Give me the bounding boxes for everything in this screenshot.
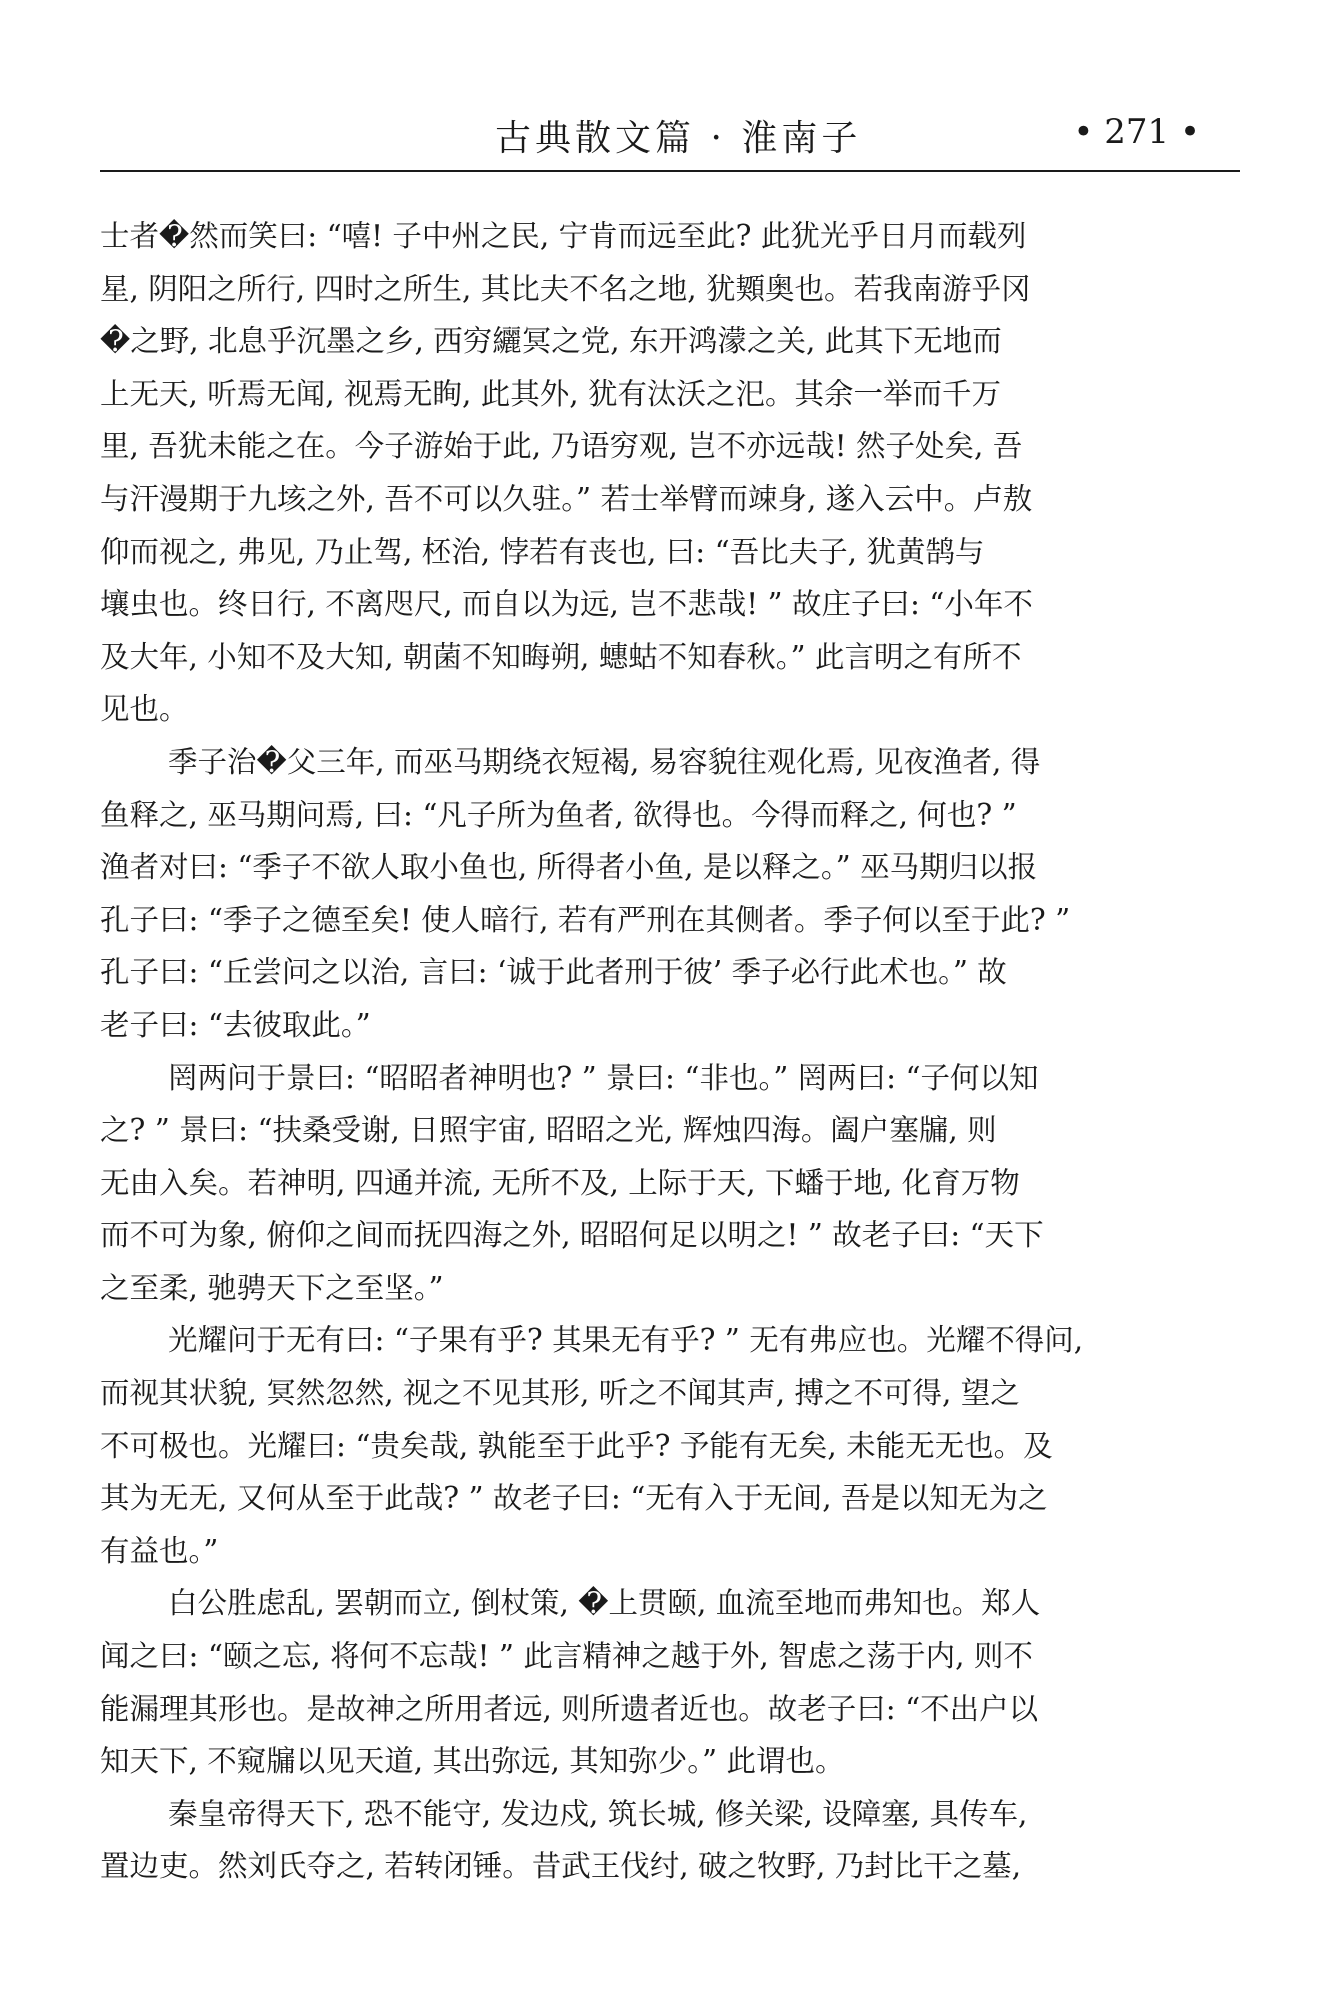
text-line: 季子治�父三年, 而巫马期绕衣短褐, 易容貌往观化焉, 见夜渔者, 得 [168,744,1041,779]
text-line: 星, 阴阳之所行, 四时之所生, 其比夫不名之地, 犹䫔奥也。若我南游乎冈 [100,271,1031,306]
text-line: 与汗漫期于九垓之外, 吾不可以久驻。” 若士举臂而竦身, 遂入云中。卢敖 [100,481,1033,516]
text-line: 白公胜虑乱, 罢朝而立, 倒杖策, �上贯颐, 血流至地而弗知也。郑人 [168,1586,1041,1621]
text-line: 而视其状貌, 冥然忽然, 视之不见其形, 听之不闻其声, 搏之不可得, 望之 [100,1376,1020,1411]
text-line: 士者�然而笑曰: “嘻! 子中州之民, 宁肯而远至此? 此犹光乎日月而载列 [100,219,1027,253]
text-line: 罔两问于景曰: “昭昭者神明也? ” 景曰: “非也。” 罔两曰: “子何以知 [168,1060,1039,1095]
text-line: 及大年, 小知不及大知, 朝菌不知晦朔, 蟪蛄不知春秋。” 此言明之有所不 [100,639,1022,674]
text-line: 之至柔, 驰骋天下之至坚。” [100,1270,444,1305]
text-line: 无由入矣。若神明, 四通并流, 无所不及, 上际于天, 下蟠于地, 化育万物 [100,1165,1020,1200]
text-line: 秦皇帝得天下, 恐不能守, 发边戍, 筑长城, 修关梁, 设障塞, 具传车, [168,1796,1028,1831]
text-line: 有益也。” [100,1533,219,1568]
page-number: • 271 • [1073,112,1200,152]
text-line: 孔子曰: “丘尝问之以治, 言曰: ‘诚于此者刑于彼’ 季子必行此术也。” 故 [100,955,1007,990]
text-line: 老子曰: “去彼取此。” [100,1007,371,1042]
text-line: 而不可为象, 俯仰之间而抚四海之外, 昭昭何足以明之! ” 故老子曰: “天下 [100,1218,1044,1253]
text-line: 渔者对曰: “季子不欲人取小鱼也, 所得者小鱼, 是以释之。” 巫马期归以报 [100,850,1038,885]
text-line: 能漏理其形也。是故神之所用者远, 则所遗者近也。故老子曰: “不出户以 [100,1691,1039,1726]
text-line: 鱼释之, 巫马期问焉, 曰: “凡子所为鱼者, 欲得也。今得而释之, 何也? ” [100,797,1017,832]
text-line: 仰而视之, 弗见, 乃止驾, 柸治, 悖若有丧也, 曰: “吾比夫子, 犹黄鹄与 [100,534,985,569]
body-text [100,210,1240,1893]
header-rule [100,170,1240,172]
text-line: 不可极也。光耀曰: “贵矣哉, 孰能至于此乎? 予能有无矣, 未能无无也。及 [100,1428,1053,1463]
running-head [100,100,1240,170]
text-line: 其为无无, 又何从至于此哉? ” 故老子曰: “无有入于无间, 吾是以知无为之 [100,1481,1048,1516]
running-title: 古典散文篇 · 淮南子 [495,118,862,159]
text-line: 光耀问于无有曰: “子果有乎? 其果无有乎? ” 无有弗应也。光耀不得问, [168,1323,1084,1358]
text-line: �之野, 北息乎沉墨之乡, 西穷纚冥之党, 东开鸿濛之关, 此其下无地而 [100,324,1002,359]
text-line: 闻之曰: “颐之忘, 将何不忘哉! ” 此言精神之越于外, 智虑之荡于内, 则不 [100,1639,1033,1674]
text-line: 上无天, 听焉无闻, 视焉无眴, 此其外, 犹有汰沃之汜。其余一举而千万 [100,376,1002,411]
text-line: 里, 吾犹未能之在。今子游始于此, 乃语穷观, 岂不亦远哉! 然子处矣, 吾 [100,429,1023,464]
text-line: 之? ” 景曰: “扶桑受谢, 日照宇宙, 昭昭之光, 辉烛四海。阖户塞牖, 则 [100,1113,997,1148]
text-line: 置边吏。然刘氏夺之, 若转闭锤。昔武王伐纣, 破之牧野, 乃封比干之墓, [100,1849,1022,1884]
text-line: 见也。 [100,692,189,727]
text-line: 孔子曰: “季子之德至矣! 使人暗行, 若有严刑在其侧者。季子何以至于此? ” [100,902,1071,937]
text-line: 知天下, 不窥牖以见天道, 其出弥远, 其知弥少。” 此谓也。 [100,1744,845,1779]
text-line: 壤虫也。终日行, 不离咫尺, 而自以为远, 岂不悲哉! ” 故庄子曰: “小年不 [100,587,1033,622]
